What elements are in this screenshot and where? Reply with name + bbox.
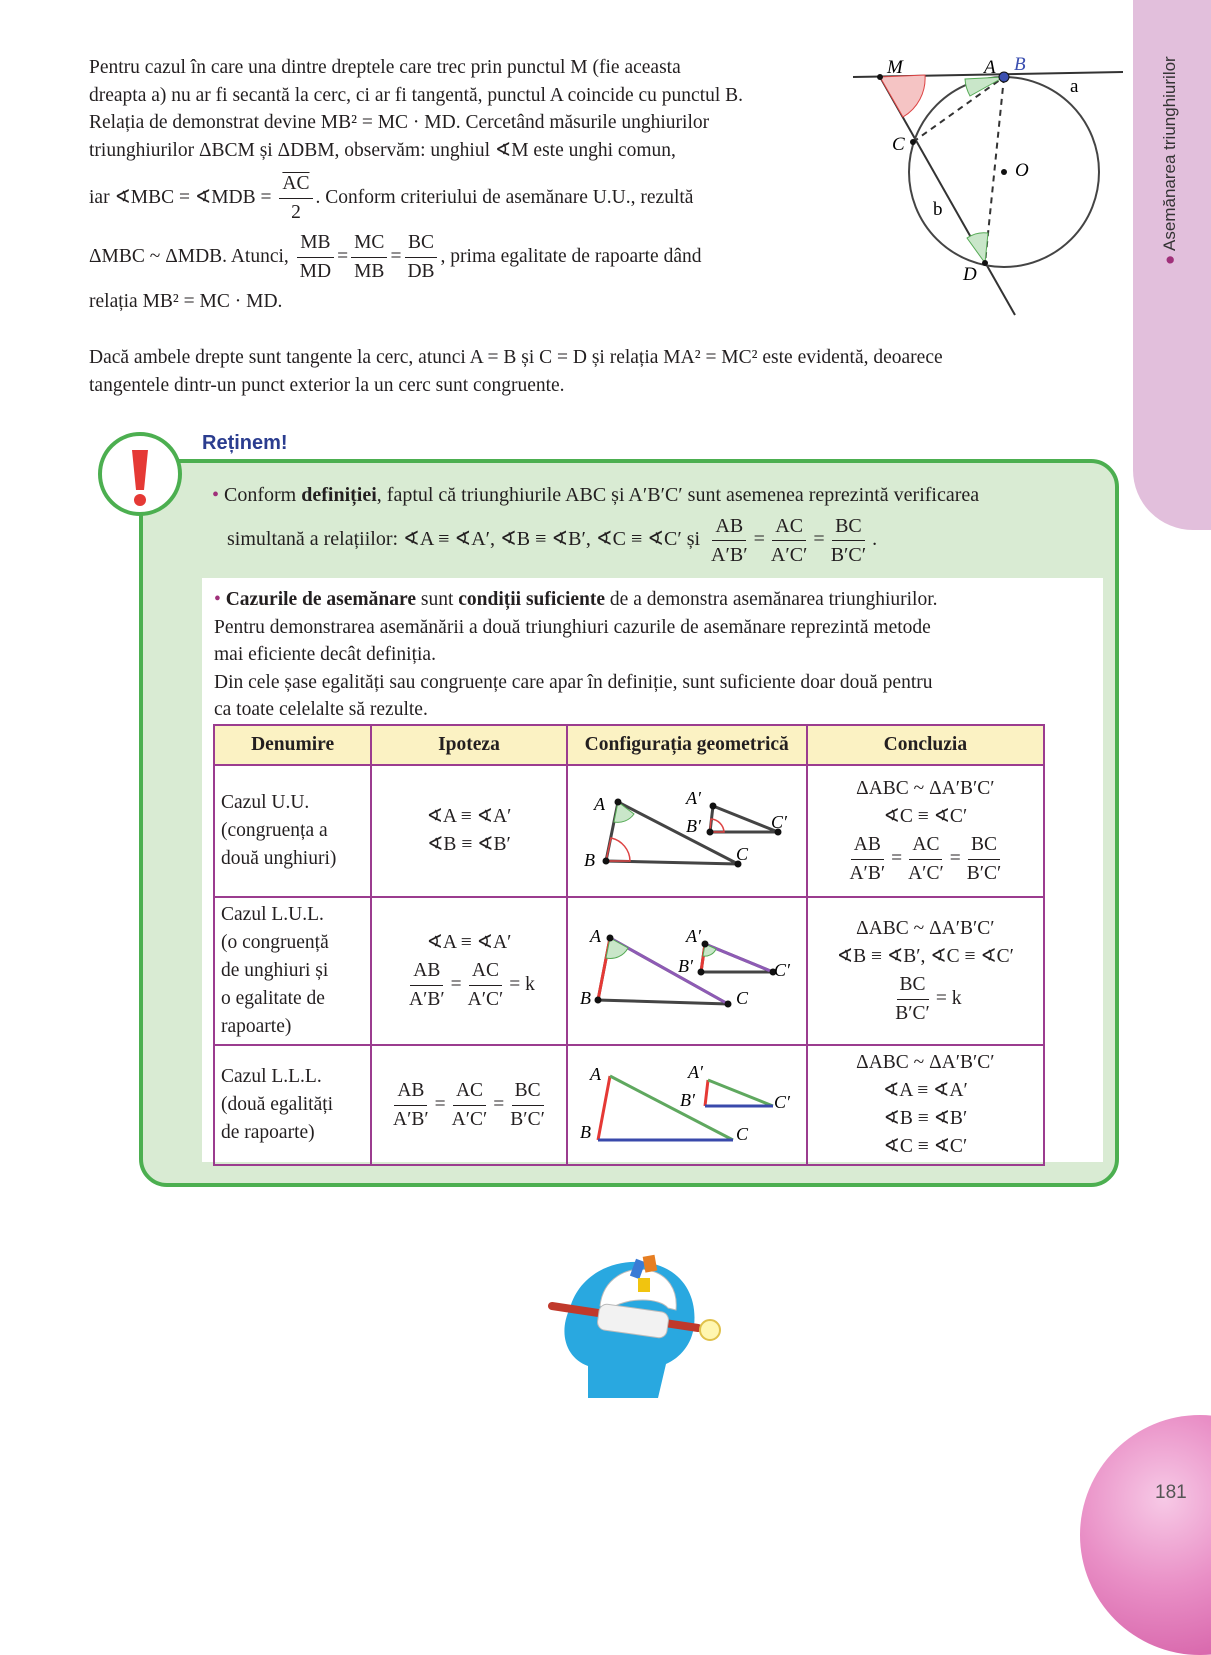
text: , prima egalitate de rapoarte dând — [440, 245, 702, 267]
frac-num: AC — [772, 512, 806, 541]
text-bold: condiții suficiente — [458, 589, 606, 610]
frac-den: B′C′ — [895, 1002, 930, 1024]
fraction — [828, 512, 869, 569]
frac-num: AC — [909, 831, 942, 860]
label-C-prime: C′ — [773, 960, 790, 980]
frac-num: AC — [453, 1077, 486, 1106]
intro-line: Relația de demonstrat devine MB² = MC · MD. Cercetând măsurile unghiurilor — [89, 112, 710, 133]
text: sunt — [415, 589, 459, 610]
cases-text — [214, 586, 1094, 724]
text: de a demonstra asemănarea triunghiurilor. — [605, 589, 938, 610]
frac-num: BC — [832, 512, 865, 541]
fraction — [351, 229, 387, 286]
text: ∢A ≡ ∢A′ — [426, 806, 512, 827]
frac-num: BC — [897, 971, 929, 1000]
text: , faptul că triunghiurile ABC și A′B′C′ sunt asemenea reprezintă verificarea — [376, 484, 980, 506]
frac-den: MD — [299, 261, 332, 282]
cases-line: ca toate celelalte să rezulte. — [214, 699, 428, 720]
label-A-prime: A′ — [687, 1062, 703, 1082]
label-C: C — [735, 1124, 748, 1144]
definition-bullet — [212, 482, 1102, 569]
fraction — [507, 1077, 548, 1134]
label-D: D — [963, 264, 977, 285]
text-bold: Cazurile de asemănare — [225, 589, 416, 610]
table-row — [214, 897, 1044, 1045]
definition-line: • Conform definiției, faptul că triunghiurile ABC și A′B′C′ sunt asemenea reprezintă verificarea — [212, 484, 980, 506]
text: o egalitate de — [221, 988, 325, 1009]
frac-den: MB — [354, 261, 385, 282]
text: ∢B ≡ ∢B′ — [427, 834, 511, 855]
fraction — [846, 831, 888, 888]
frac-num: $\overline{AC}$ — [279, 170, 312, 199]
side-tab-label: ● Asemănarea triunghiurilor — [1160, 56, 1179, 265]
frac-num: MC — [351, 229, 387, 258]
header-cell: Configurația geometrică — [567, 725, 807, 765]
frac-den: B′C′ — [510, 1108, 545, 1130]
fraction — [465, 957, 507, 1014]
hypothesis-cell — [371, 1045, 567, 1165]
frac-den: A′C′ — [467, 988, 504, 1010]
exclamation-icon — [98, 432, 182, 516]
cases-line: Pentru demonstrarea asemănării a două triunghiuri cazurile de asemănare reprezintă metode — [214, 616, 931, 638]
label-A: A — [589, 926, 601, 946]
fraction — [390, 1077, 432, 1134]
frac-den: DB — [407, 261, 435, 282]
label-b: b — [933, 199, 943, 220]
configuration-cell — [567, 765, 807, 897]
intro-line: relația MB² = MC · MD. — [89, 291, 283, 312]
text: (două egalități — [221, 1094, 334, 1115]
cases-line: Din cele șase egalități sau congruențe care apar în definiție, sunt suficiente doar două pentru — [214, 671, 933, 693]
frac-den: A′B′ — [711, 543, 748, 566]
intro-line: triunghiurilor ΔBCM și ΔDBM, observăm: unghiul ∢M este unghi comun, — [89, 139, 676, 161]
fraction — [892, 971, 933, 1028]
label-B-prime: B′ — [685, 816, 701, 836]
table-row — [214, 1045, 1044, 1165]
text: ∢C ≡ ∢C′ — [883, 1136, 968, 1157]
frac-num: BC — [405, 229, 437, 258]
ratio-equality: $\frac{AB}{A'B'}$ = $\frac{AC}{A'C'}$ = $\frac{BC}{B'C'}$ — [814, 831, 1037, 888]
case-name-cell — [214, 1045, 371, 1165]
triangle-lll-figure — [568, 1046, 806, 1158]
corner-decoration — [1080, 1415, 1211, 1655]
intro-line: dreapta a) nu ar fi secantă la cerc, ci ar fi tangentă, punctul A coincide cu punctul B. — [89, 84, 744, 106]
label-B-prime: B′ — [677, 956, 693, 976]
frac-den: B′C′ — [830, 543, 867, 566]
frac-num: AB — [410, 957, 443, 986]
text: simultană a relațiilor: ∢A ≡ ∢A′, ∢B ≡ ∢B′, ∢C ≡ ∢C′ și — [227, 527, 701, 550]
frac-den: A′C′ — [770, 543, 808, 566]
text: ∢B ≡ ∢B′ — [883, 1108, 968, 1129]
frac-den: 2 — [291, 202, 301, 223]
configuration-cell — [567, 1045, 807, 1165]
conclusion-cell — [807, 897, 1044, 1045]
label-B: B — [579, 988, 591, 1008]
text: ∢B ≡ ∢B′, ∢C ≡ ∢C′ — [836, 945, 1014, 967]
fraction — [708, 512, 751, 569]
frac-den: A′B′ — [393, 1108, 429, 1130]
similarity-cases-table — [213, 724, 1045, 1166]
intro-line-fraction — [89, 170, 849, 227]
text: ΔMBC ~ ΔMDB. Atunci, — [89, 245, 289, 267]
configuration-cell — [567, 897, 807, 1045]
triangle-uu-figure — [568, 766, 806, 890]
label-C-prime: C′ — [770, 812, 787, 832]
text: Cazul L.U.L. — [221, 904, 324, 925]
frac-num: MB — [297, 229, 333, 258]
frac-den: A′C′ — [451, 1108, 488, 1130]
header-cell: Denumire — [214, 725, 371, 765]
intro-paragraph — [89, 54, 849, 316]
intro-line: Pentru cazul în care una dintre dreptele care trec prin punctul M (fie aceasta — [89, 57, 681, 78]
fraction — [964, 831, 1005, 888]
thinking-head-illustration — [548, 1248, 728, 1400]
text: Cazul U.U. — [221, 792, 310, 813]
ratio-equality: $\frac{AB}{A'B'}$ = $\frac{AC}{A'C'}$ = k — [378, 957, 560, 1014]
frac-den: A′B′ — [409, 988, 445, 1010]
table-row — [214, 765, 1044, 897]
tangent-secant-figure — [845, 50, 1130, 325]
text: . Conform criteriului de asemănare U.U., rezultă — [315, 186, 694, 208]
text: Cazul L.L.L. — [221, 1066, 322, 1087]
text: ΔABC ~ ΔA′B′C′ — [856, 777, 995, 799]
text: ∢C ≡ ∢C′ — [883, 805, 968, 827]
label-O: O — [1015, 160, 1029, 181]
frac-num: BC — [968, 831, 1000, 860]
label-A: A — [589, 1064, 601, 1084]
text: ΔABC ~ ΔA′B′C′ — [856, 917, 995, 939]
header-cell: Ipoteza — [371, 725, 567, 765]
frac-den: A′B′ — [849, 862, 886, 884]
label-A-prime: A′ — [685, 788, 701, 808]
frac-num: AB — [712, 512, 746, 541]
text: = k — [509, 973, 535, 995]
label-A: A — [984, 57, 996, 78]
hypothesis-cell — [371, 897, 567, 1045]
case-name-cell — [214, 765, 371, 897]
ratio-equality: $\frac{AB}{A'B'}$ = $\frac{AC}{A'C'}$ = $\frac{BC}{B'C'}$ — [374, 1077, 564, 1134]
frac-num: AB — [851, 831, 884, 860]
text: ΔABC ~ ΔA′B′C′ — [856, 1052, 995, 1073]
text-bold: definiției — [301, 484, 377, 506]
fraction — [449, 1077, 491, 1134]
arc-fraction — [279, 170, 312, 227]
cases-line: • Cazurile de asemănare sunt condiții suficiente de a demonstra asemănarea triunghiurilor. — [214, 589, 938, 610]
text: (o congruență — [221, 932, 329, 953]
text: de rapoarte) — [221, 1122, 315, 1143]
fraction — [768, 512, 811, 569]
fraction — [406, 957, 448, 1014]
text: ∢A ≡ ∢A′ — [426, 931, 512, 953]
fraction — [905, 831, 947, 888]
conclusion-cell — [807, 765, 1044, 897]
text: iar ∢MBC = ∢MDB = — [89, 186, 272, 208]
label-B-prime: B′ — [679, 1090, 695, 1110]
triangle-lul-figure — [568, 898, 806, 1038]
label-B: B — [579, 1122, 591, 1142]
text: de unghiuri și — [221, 960, 329, 981]
cases-line: mai eficiente decât definiția. — [214, 644, 436, 665]
frac-den: B′C′ — [966, 862, 1002, 884]
retinem-title: Reținem! — [202, 432, 288, 454]
label-C: C — [892, 134, 905, 155]
header-cell: Concluzia — [807, 725, 1044, 765]
conclusion-cell — [807, 1045, 1044, 1165]
definition-line: simultană a relațiilor: ∢A ≡ ∢A′, ∢B ≡ ∢B′, ∢C ≡ ∢C′ și $\frac{AB}{A'B'}$ = $\frac{AC}{A'C'}$ = $\frac{BC}{B'C'}$ . — [227, 512, 1102, 569]
frac-den: A′C′ — [908, 862, 944, 884]
frac-num: BC — [512, 1077, 544, 1106]
text: două unghiuri) — [221, 848, 337, 869]
page-number: 181 — [1155, 1482, 1187, 1503]
label-M: M — [887, 57, 903, 78]
text: ∢A ≡ ∢A′ — [882, 1080, 968, 1101]
text: = k — [935, 987, 962, 1009]
ratio-equality — [814, 971, 1037, 1028]
text: (congruența a — [221, 820, 328, 841]
frac-num: AC — [469, 957, 502, 986]
label-A: A — [593, 794, 605, 814]
table-header-row — [214, 725, 1044, 765]
para-line: tangentele dintr-un punct exterior la un cerc sunt congruente. — [89, 374, 565, 396]
label-C: C — [735, 844, 748, 864]
intro-line-ratios: ΔMBC ~ ΔMDB. Atunci, $\frac{MB}{MD}$ = $\frac{MC}{MB}$ = $\frac{BC}{DB}$ , prima egalitate de rapoarte dând — [89, 229, 849, 286]
fraction — [297, 229, 334, 286]
label-B: B — [583, 850, 595, 870]
label-B: B — [1014, 54, 1026, 75]
fraction — [404, 229, 437, 286]
hypothesis-cell — [371, 765, 567, 897]
text: rapoarte) — [221, 1016, 292, 1037]
label-a: a — [1070, 76, 1079, 97]
case-name-cell — [214, 897, 371, 1045]
frac-num: AB — [394, 1077, 427, 1106]
text: Conform — [224, 484, 302, 506]
para-line: Dacă ambele drepte sunt tangente la cerc, atunci A = B și C = D și relația MA² = MC² este evidentă, deoarece — [89, 347, 943, 368]
tangents-paragraph — [89, 344, 1099, 399]
label-C-prime: C′ — [773, 1092, 790, 1112]
label-A-prime: A′ — [685, 926, 701, 946]
label-C: C — [735, 988, 748, 1008]
